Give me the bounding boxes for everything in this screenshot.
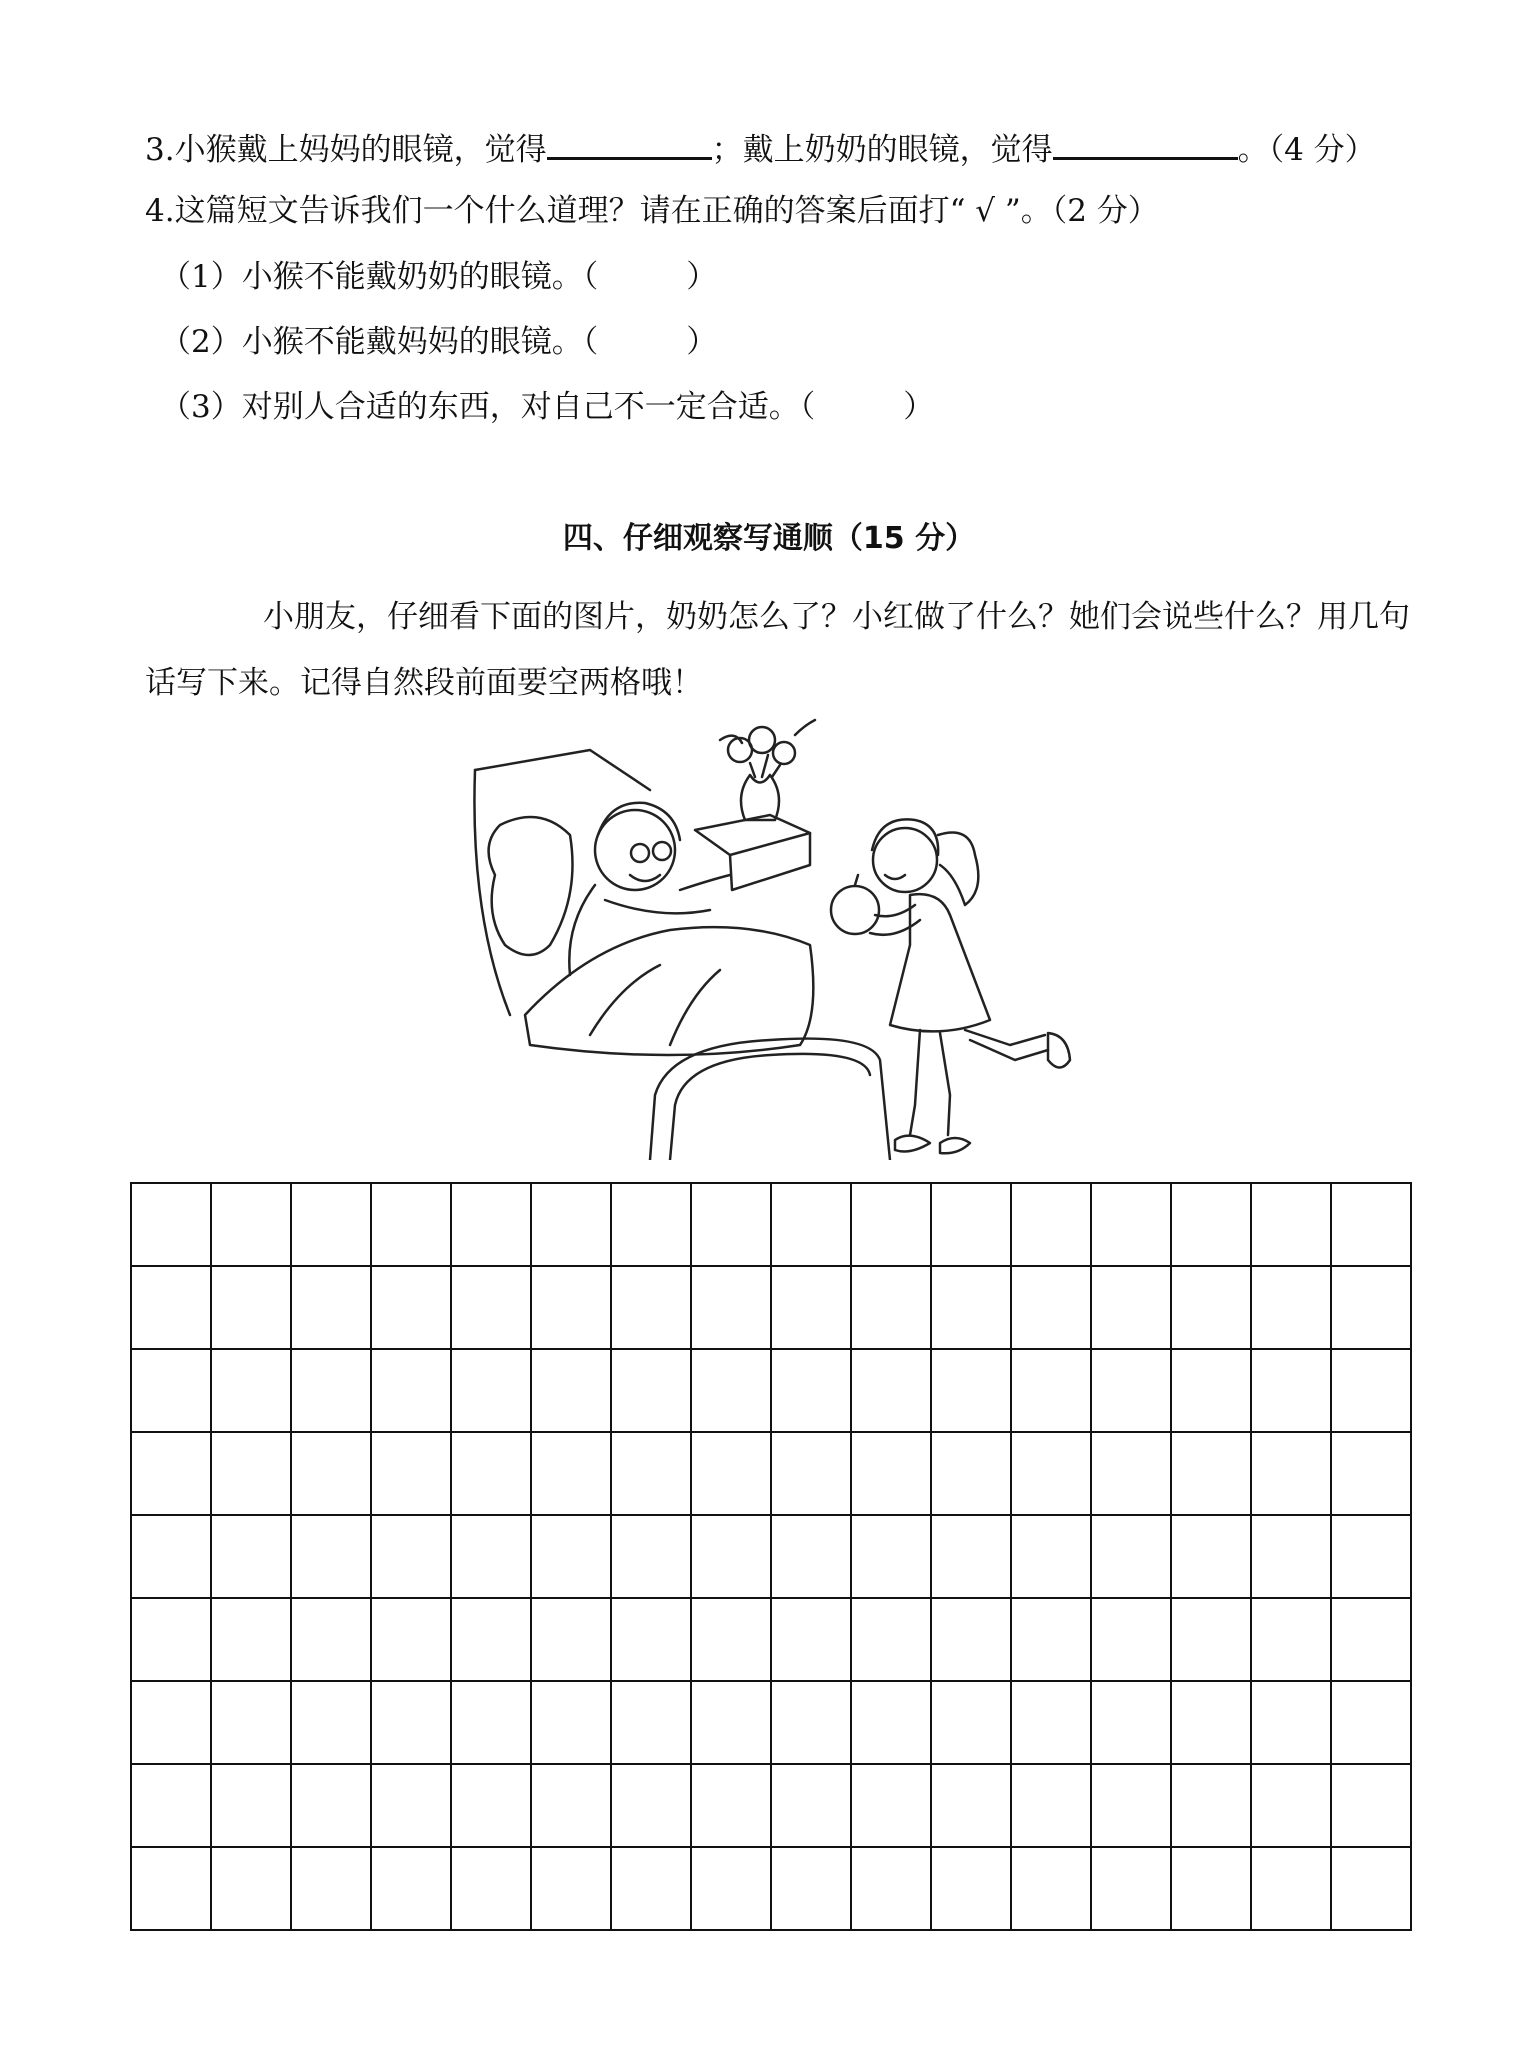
grid-cell[interactable]	[1091, 1598, 1171, 1681]
grid-cell[interactable]	[1011, 1681, 1091, 1764]
grid-cell[interactable]	[931, 1432, 1011, 1515]
grid-cell[interactable]	[131, 1847, 211, 1930]
grid-cell[interactable]	[691, 1681, 771, 1764]
grid-cell[interactable]	[1011, 1183, 1091, 1266]
option-3-label: （3）对别人合适的东西，对自己不一定合适。（	[160, 389, 816, 425]
grid-cell[interactable]	[371, 1183, 451, 1266]
grid-cell[interactable]	[1091, 1681, 1171, 1764]
option-3-close: ）	[903, 389, 935, 425]
grid-cell[interactable]	[371, 1681, 451, 1764]
grid-cell[interactable]	[1171, 1515, 1251, 1598]
grid-row	[131, 1847, 1411, 1930]
grid-cell[interactable]	[291, 1598, 371, 1681]
grid-cell[interactable]	[771, 1764, 851, 1847]
grid-cell[interactable]	[931, 1847, 1011, 1930]
section-4-title: 四、仔细观察写通顺（15 分）	[562, 521, 976, 556]
grid-cell[interactable]	[1171, 1183, 1251, 1266]
grid-cell[interactable]	[771, 1266, 851, 1349]
grid-cell[interactable]	[691, 1183, 771, 1266]
grid-cell[interactable]	[691, 1432, 771, 1515]
grid-cell[interactable]	[851, 1349, 931, 1432]
grid-cell[interactable]	[1331, 1183, 1411, 1266]
grid-cell[interactable]	[291, 1183, 371, 1266]
grid-cell[interactable]	[771, 1349, 851, 1432]
grid-cell[interactable]	[211, 1349, 291, 1432]
grid-cell[interactable]	[211, 1681, 291, 1764]
option-1-label: （1）小猴不能戴奶奶的眼镜。（	[160, 259, 599, 295]
grid-cell[interactable]	[611, 1515, 691, 1598]
grid-cell[interactable]	[1011, 1764, 1091, 1847]
grid-cell[interactable]	[611, 1349, 691, 1432]
question-4-option-1	[160, 257, 717, 297]
grid-cell[interactable]	[371, 1515, 451, 1598]
grid-cell[interactable]	[1171, 1764, 1251, 1847]
grid-cell[interactable]	[931, 1183, 1011, 1266]
question-3	[145, 127, 1376, 170]
grid-cell[interactable]	[611, 1598, 691, 1681]
grid-cell[interactable]	[611, 1681, 691, 1764]
grid-cell[interactable]	[531, 1183, 611, 1266]
grid-cell[interactable]	[611, 1432, 691, 1515]
grid-cell[interactable]	[691, 1764, 771, 1847]
grid-row	[131, 1598, 1411, 1681]
question-4-option-2	[160, 322, 717, 362]
grid-row	[131, 1515, 1411, 1598]
grid-cell[interactable]	[1011, 1349, 1091, 1432]
grid-cell[interactable]	[1011, 1598, 1091, 1681]
grid-cell[interactable]	[1331, 1432, 1411, 1515]
grid-cell[interactable]	[851, 1598, 931, 1681]
grid-cell[interactable]	[1251, 1764, 1331, 1847]
grid-cell[interactable]	[611, 1266, 691, 1349]
grid-cell[interactable]	[451, 1349, 531, 1432]
grid-cell[interactable]	[851, 1764, 931, 1847]
grid-cell[interactable]	[531, 1266, 611, 1349]
grid-cell[interactable]	[131, 1681, 211, 1764]
grid-cell[interactable]	[531, 1432, 611, 1515]
grid-cell[interactable]	[451, 1681, 531, 1764]
grid-cell[interactable]	[291, 1432, 371, 1515]
grid-cell[interactable]	[131, 1183, 211, 1266]
grid-cell[interactable]	[771, 1847, 851, 1930]
grid-cell[interactable]	[691, 1598, 771, 1681]
grid-cell[interactable]	[451, 1266, 531, 1349]
grid-row	[131, 1183, 1411, 1266]
grid-cell[interactable]	[291, 1349, 371, 1432]
question-3-blank-2[interactable]	[1053, 127, 1238, 160]
grid-cell[interactable]	[1091, 1764, 1171, 1847]
option-2-label: （2）小猴不能戴妈妈的眼镜。（	[160, 324, 599, 360]
grid-cell[interactable]	[851, 1515, 931, 1598]
grid-cell[interactable]	[1251, 1266, 1331, 1349]
grid-cell[interactable]	[1091, 1847, 1171, 1930]
grid-cell[interactable]	[851, 1183, 931, 1266]
grid-cell[interactable]	[1331, 1598, 1411, 1681]
grid-cell[interactable]	[371, 1847, 451, 1930]
grid-cell[interactable]	[531, 1681, 611, 1764]
grid-cell[interactable]	[1011, 1266, 1091, 1349]
question-4: 4.这篇短文告诉我们一个什么道理？请在正确的答案后面打“ √ ”。（2 分）	[145, 193, 1159, 229]
grid-cell[interactable]	[291, 1515, 371, 1598]
grid-cell[interactable]	[931, 1515, 1011, 1598]
grid-cell[interactable]	[931, 1266, 1011, 1349]
grid-cell[interactable]	[211, 1764, 291, 1847]
grid-cell[interactable]	[1251, 1681, 1331, 1764]
grid-cell[interactable]	[1251, 1598, 1331, 1681]
grid-cell[interactable]	[1091, 1266, 1171, 1349]
grid-cell[interactable]	[291, 1266, 371, 1349]
grid-cell[interactable]	[1331, 1681, 1411, 1764]
question-3-blank-1[interactable]	[547, 127, 712, 160]
grid-cell[interactable]	[291, 1764, 371, 1847]
grid-row	[131, 1349, 1411, 1432]
grid-cell[interactable]	[371, 1598, 451, 1681]
grid-cell[interactable]	[531, 1764, 611, 1847]
grid-cell[interactable]	[531, 1847, 611, 1930]
grid-row	[131, 1266, 1411, 1349]
grid-cell[interactable]	[131, 1266, 211, 1349]
grid-cell[interactable]	[691, 1847, 771, 1930]
grid-cell[interactable]	[931, 1681, 1011, 1764]
grid-cell[interactable]	[771, 1183, 851, 1266]
grid-cell[interactable]	[371, 1349, 451, 1432]
grid-cell[interactable]	[211, 1515, 291, 1598]
grid-cell[interactable]	[531, 1598, 611, 1681]
grid-cell[interactable]	[931, 1349, 1011, 1432]
grid-cell[interactable]	[451, 1183, 531, 1266]
grid-cell[interactable]	[771, 1432, 851, 1515]
grid-cell[interactable]	[1331, 1515, 1411, 1598]
option-1-close: ）	[686, 259, 718, 295]
grid-row	[131, 1432, 1411, 1515]
grid-cell[interactable]	[131, 1515, 211, 1598]
grid-cell[interactable]	[1331, 1266, 1411, 1349]
grid-cell[interactable]	[371, 1266, 451, 1349]
grid-cell[interactable]	[851, 1432, 931, 1515]
question-3-prefix: 3.小猴戴上妈妈的眼镜，觉得	[145, 132, 547, 168]
grid-cell[interactable]	[1011, 1515, 1091, 1598]
grid-cell[interactable]	[771, 1598, 851, 1681]
grid-cell[interactable]	[611, 1183, 691, 1266]
grid-cell[interactable]	[1331, 1847, 1411, 1930]
grid-cell[interactable]	[1091, 1349, 1171, 1432]
grid-cell[interactable]	[1251, 1183, 1331, 1266]
grid-cell[interactable]	[691, 1266, 771, 1349]
grid-cell[interactable]	[291, 1681, 371, 1764]
grid-cell[interactable]	[451, 1432, 531, 1515]
question-3-suffix: 。（4 分）	[1237, 132, 1376, 168]
grid-cell[interactable]	[1011, 1847, 1091, 1930]
grid-cell[interactable]	[131, 1432, 211, 1515]
grid-cell[interactable]	[1331, 1764, 1411, 1847]
grid-cell[interactable]	[1171, 1432, 1251, 1515]
grid-cell[interactable]	[531, 1515, 611, 1598]
grid-cell[interactable]	[1171, 1681, 1251, 1764]
grid-row	[131, 1681, 1411, 1764]
grid-cell[interactable]	[691, 1515, 771, 1598]
grid-cell[interactable]	[451, 1847, 531, 1930]
grid-cell[interactable]	[451, 1515, 531, 1598]
grid-cell[interactable]	[851, 1847, 931, 1930]
grid-cell[interactable]	[1091, 1432, 1171, 1515]
grid-cell[interactable]	[1091, 1515, 1171, 1598]
grid-cell[interactable]	[1251, 1515, 1331, 1598]
grid-cell[interactable]	[131, 1764, 211, 1847]
grid-cell[interactable]	[1251, 1847, 1331, 1930]
grid-cell[interactable]	[131, 1349, 211, 1432]
grid-cell[interactable]	[371, 1764, 451, 1847]
grid-cell[interactable]	[851, 1681, 931, 1764]
grid-cell[interactable]	[931, 1598, 1011, 1681]
grid-cell[interactable]	[1171, 1266, 1251, 1349]
grid-cell[interactable]	[371, 1432, 451, 1515]
grid-cell[interactable]	[1251, 1432, 1331, 1515]
grid-cell[interactable]	[771, 1515, 851, 1598]
grid-cell[interactable]	[211, 1183, 291, 1266]
grid-cell[interactable]	[211, 1266, 291, 1349]
section-4-prompt: 小朋友，仔细看下面的图片，奶奶怎么了？小红做了什么？她们会说些什么？用几句话写下来。记得自然段前面要空两格哦！	[145, 599, 1410, 701]
grid-cell[interactable]	[771, 1681, 851, 1764]
grid-cell[interactable]	[1091, 1183, 1171, 1266]
grid-cell[interactable]	[531, 1349, 611, 1432]
grid-cell[interactable]	[1331, 1349, 1411, 1432]
grid-cell[interactable]	[291, 1847, 371, 1930]
grid-cell[interactable]	[851, 1266, 931, 1349]
grid-cell[interactable]	[1171, 1598, 1251, 1681]
grid-cell[interactable]	[931, 1764, 1011, 1847]
grid-cell[interactable]	[1171, 1847, 1251, 1930]
question-4-option-3	[160, 387, 934, 427]
grid-cell[interactable]	[611, 1847, 691, 1930]
grid-cell[interactable]	[451, 1598, 531, 1681]
grid-cell[interactable]	[211, 1432, 291, 1515]
grid-cell[interactable]	[451, 1764, 531, 1847]
grid-row	[131, 1764, 1411, 1847]
grid-cell[interactable]	[611, 1764, 691, 1847]
writing-grid[interactable]	[130, 1182, 1412, 1931]
grid-cell[interactable]	[1251, 1349, 1331, 1432]
grid-cell[interactable]	[691, 1349, 771, 1432]
question-3-middle: ；戴上奶奶的眼镜，觉得	[711, 132, 1053, 168]
grid-cell[interactable]	[1011, 1432, 1091, 1515]
grid-cell[interactable]	[1171, 1349, 1251, 1432]
grid-cell[interactable]	[211, 1598, 291, 1681]
grid-cell[interactable]	[131, 1598, 211, 1681]
grandmother-girl-illustration	[470, 715, 1080, 1160]
grid-cell[interactable]	[211, 1847, 291, 1930]
option-2-close: ）	[686, 324, 718, 360]
